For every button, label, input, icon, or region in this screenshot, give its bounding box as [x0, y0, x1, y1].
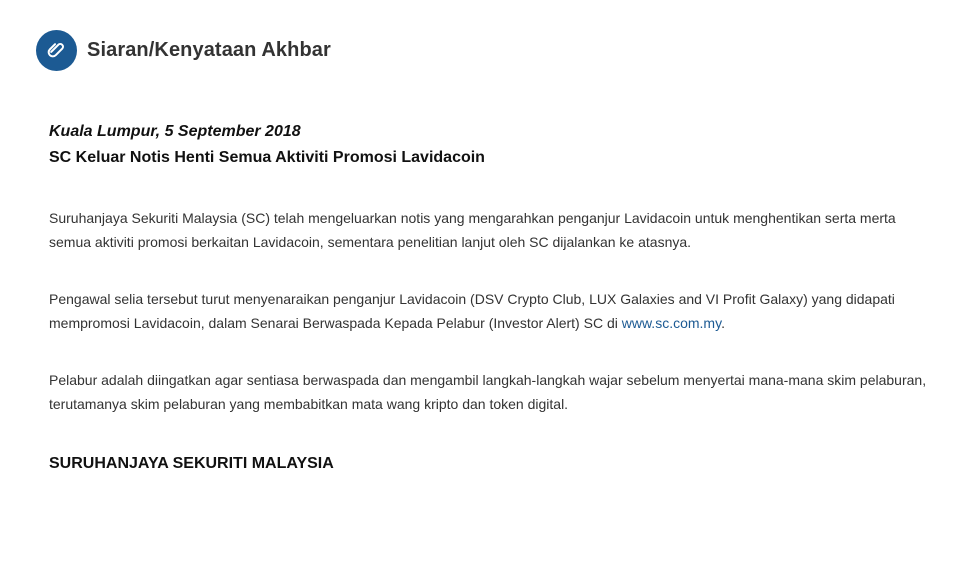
dateline: Kuala Lumpur, 5 September 2018: [49, 123, 301, 140]
press-release-body: [49, 120, 929, 476]
sc-website-link[interactable]: www.sc.com.my: [621, 314, 722, 331]
signature: SURUHANJAYA SEKURITI MALAYSIA: [49, 455, 334, 472]
paragraph-3: Pelabur adalah diingatkan agar sentiasa berwaspada dan mengambil langkah-langkah wajar sebelum menyertai mana-mana skim pelaburan, terutamanya skim pelaburan yang membabitkan mata wang kripto dan token digital.: [49, 372, 927, 412]
paragraph-2-end: .: [721, 314, 725, 331]
paragraph-1: Suruhanjaya Sekuriti Malaysia (SC) telah mengeluarkan notis yang mengarahkan penganjur Lavidacoin untuk menghentikan serta merta semua aktiviti promosi berkaitan Lavidacoin, sementara penelitian lanjut oleh SC dijalankan ke atasnya.: [49, 210, 896, 250]
headline: SC Keluar Notis Henti Semua Aktiviti Promosi Lavidacoin: [49, 149, 485, 166]
paperclip-icon: [46, 39, 68, 61]
page-header: [36, 28, 331, 72]
paragraph-2: [49, 288, 929, 335]
paperclip-badge: [36, 30, 77, 71]
header-title: Siaran/Kenyataan Akhbar: [87, 38, 331, 61]
paragraph-2-text: Pengawal selia tersebut turut menyenaraikan penganjur Lavidacoin (DSV Crypto Club, LUX Galaxies and VI Profit Galaxy) yang didapati mempromosi Lavidacoin, dalam Senarai Berwaspada Kepada Pelabur (Investor Alert) SC di: [49, 291, 895, 331]
